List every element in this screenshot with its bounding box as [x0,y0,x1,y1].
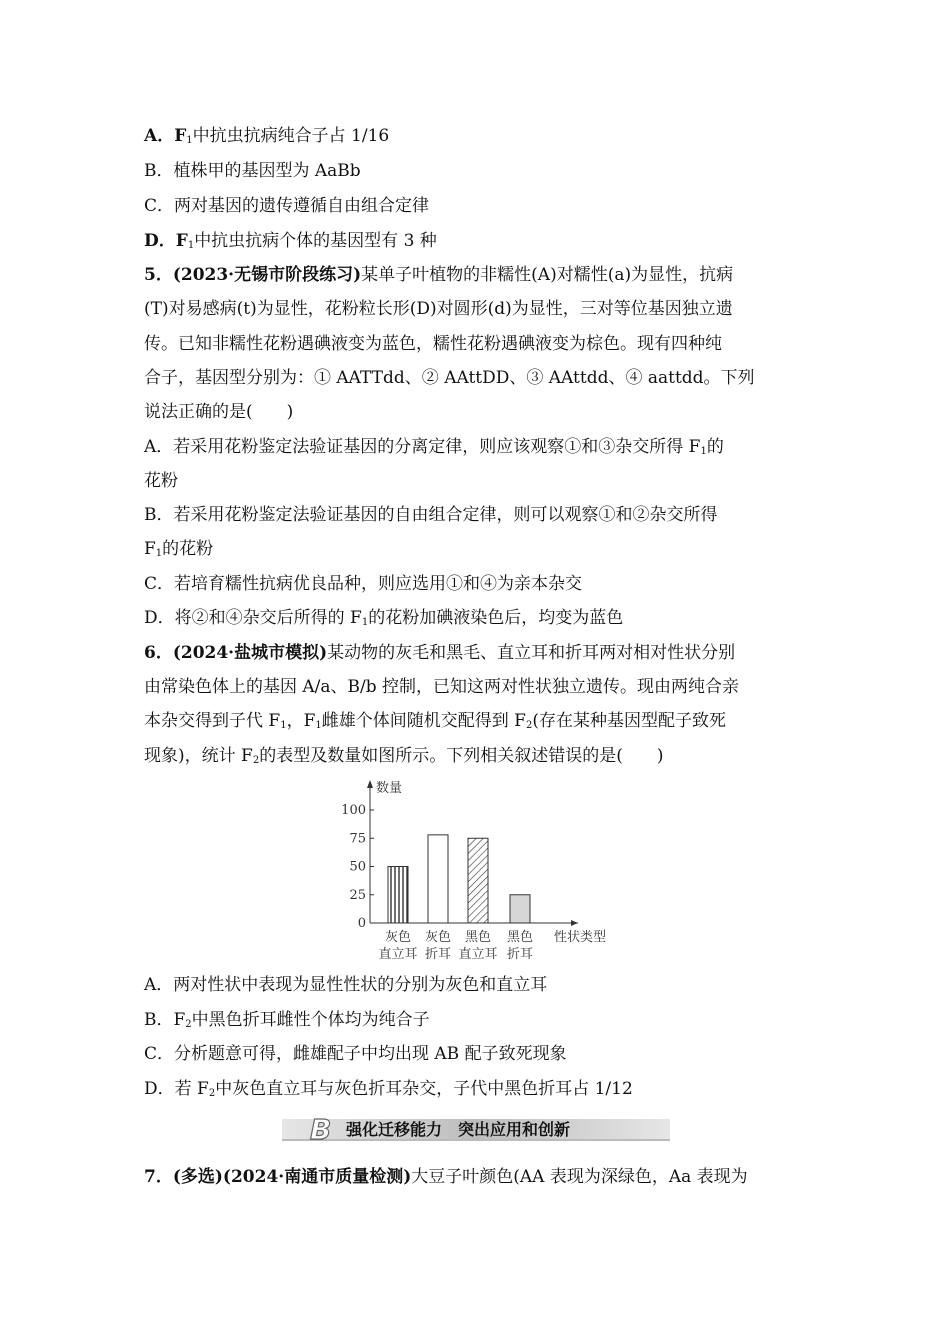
q4-option-b: B．植株甲的基因型为 AaBb [144,161,361,181]
section-letter-icon: B [310,1113,332,1145]
category-label: 折耳 [424,947,452,962]
q4-option-d: D．$F_1$中抗虫抗病个体的基因型有 3 种 [144,231,437,251]
x-axis-label: 性状类型 [553,930,607,945]
q5-option-b-cont: $F_1$的花粉 [144,539,214,559]
q5-option-a: A．若采用花粉鉴定法验证基因的分离定律，则应该观察①和③杂交所得 $F_1$的 [144,437,724,457]
y-tick-label: 50 [349,859,366,875]
category-label: 直立耳 [378,947,418,962]
y-tick-label: 100 [341,803,366,818]
q5-stem-line-3: 传。已知非糯性花粉遇碘液变为蓝色，糯性花粉遇碘液变为棕色。现有四种纯 [144,334,722,354]
q5-stem-line-4: 合子，基因型分别为：① AATTdd、② AAttDD、③ AAttdd、④ aattdd。下列 [144,368,755,388]
bar [510,895,530,923]
q5-option-b: B．若采用花粉鉴定法验证基因的自由组合定律，则可以观察①和②杂交所得 [144,505,718,525]
q6-stem-line-4: 现象)，统计 $F_2$的表型及数量如图所示。下列相关叙述错误的是( ) [144,746,664,766]
y-tick-label: 75 [349,831,366,847]
y-tick-label: 25 [349,887,366,903]
q5-option-d: D．将②和④杂交后所得的 $F_1$的花粉加碘液染色后，均变为蓝色 [144,608,624,628]
q6-option-c: C．分析题意可得，雌雄配子中均出现 AB 配子致死现象 [144,1044,567,1064]
q6-option-b: B．$F_2$中黑色折耳雌性个体均为纯合子 [144,1010,430,1030]
category-label: 折耳 [506,947,534,962]
q7-stem-line-1: 7．(多选)(2024·南通市质量检测)大豆子叶颜色(AA 表现为深绿色，Aa 表现为 [144,1167,748,1187]
q4-option-c: C．两对基因的遗传遵循自由组合定律 [144,196,430,216]
category-label: 灰色 [424,930,452,945]
q5-stem-line-5: 说法正确的是( ) [144,402,294,422]
q6-option-a: A．两对性状中表现为显性性状的分别为灰色和直立耳 [144,975,548,995]
y-axis-label: 数量 [376,781,403,796]
section-title: 强化迁移能力 突出应用和创新 [346,1120,571,1139]
q6-stem-line-1: 6．(2024·盐城市模拟)某动物的灰毛和黑毛、直立耳和折耳两对相对性状分别 [144,643,736,663]
bar [428,835,448,923]
q5-option-c: C．若培育糯性抗病优良品种，则应选用①和④为亲本杂交 [144,574,583,594]
phenotype-bar-chart [330,772,620,967]
q6-option-d: D．若 $F_2$中灰色直立耳与灰色折耳杂交，子代中黑色折耳占 1/12 [144,1079,633,1099]
q6-stem-line-2: 由常染色体上的基因 A/a、B/b 控制，已知这两对性状独立遗传。现由两纯合亲 [144,677,740,697]
category-label: 黑色 [464,930,492,945]
bar [388,867,408,924]
category-label: 直立耳 [458,947,498,962]
x-axis-arrow [571,920,578,926]
q5-stem-line-1: 5．(2023·无锡市阶段练习)某单子叶植物的非糯性(A)对糯性(a)为显性，抗病 [144,265,734,285]
category-label: 灰色 [384,930,412,945]
q5-option-a-cont: 花粉 [144,471,178,491]
bar [468,838,488,923]
y-axis-arrow [367,780,373,788]
q5-stem-line-2: (T)对易感病(t)为显性，花粉粒长形(D)对圆形(d)为显性，三对等位基因独立遗 [144,299,733,319]
category-label: 黑色 [506,930,534,945]
q4-option-a: A．$F_1$中抗虫抗病纯合子占 1/16 [144,126,390,146]
section-banner [282,1113,670,1145]
y-tick-label: 0 [357,916,366,931]
q6-stem-line-3: 本杂交得到子代 $F_1$，$F_1$雌雄个体间随机交配得到 $F_2$(存在某种基因型配子致死 [144,711,726,731]
